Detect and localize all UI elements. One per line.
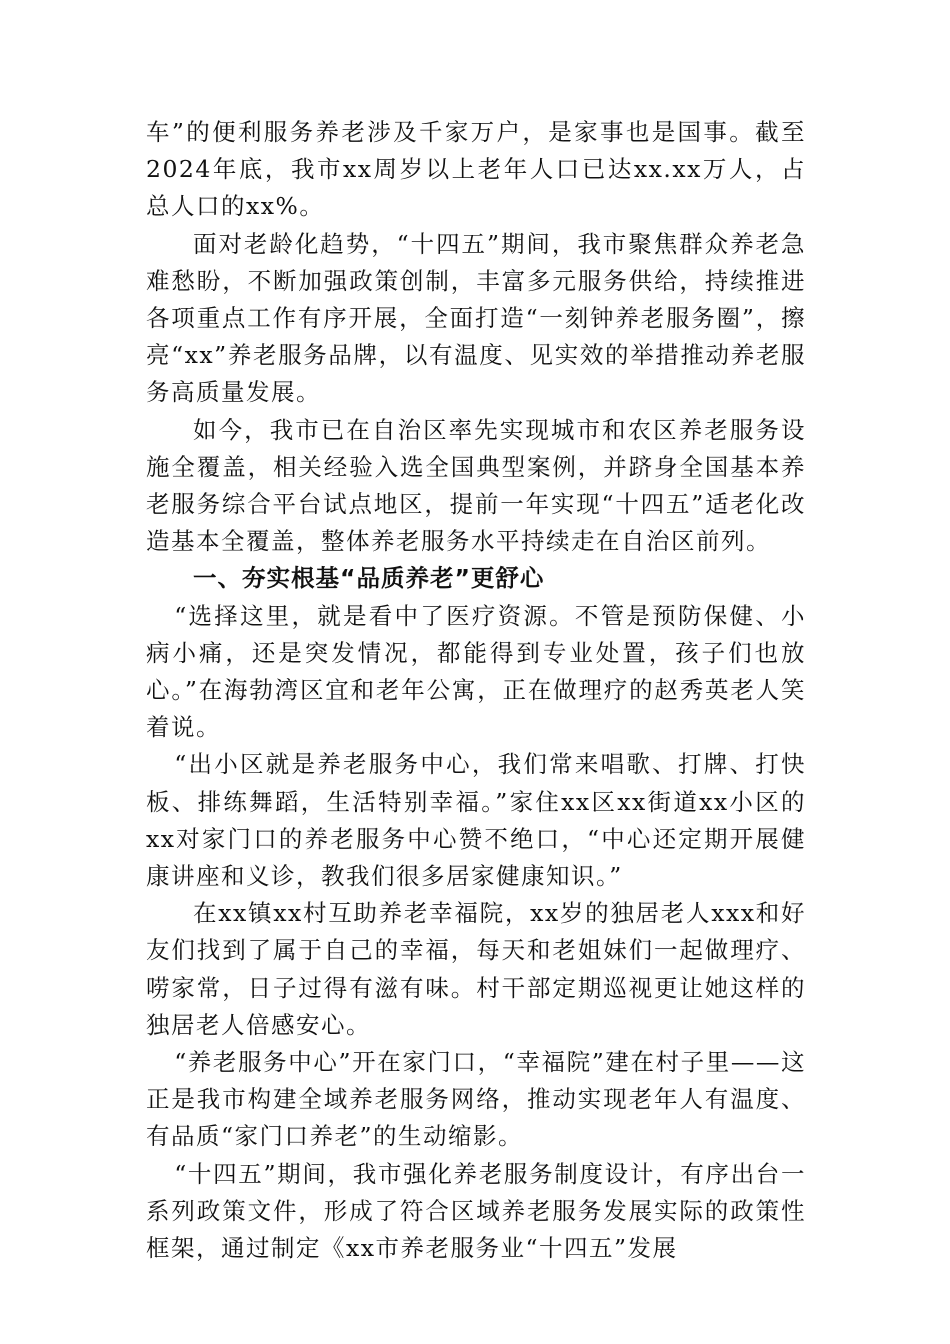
paragraph-village-home: 在xx镇xx村互助养老幸福院，xx岁的独居老人xxx和好友们找到了属于自己的幸福，每天和老姐妹们一起做理疗、唠家常，日子过得有滋有味。村干部定期巡视更让她这样的独居老人倍感安心。 [146,899,806,1039]
paragraph-continuation: 车”的便利服务养老涉及千家万户，是家事也是国事。截至2024年底，我市xx周岁以上老年人口已达xx.xx万人，占总人口的xx%。 [146,118,806,221]
paragraph-network-summary: “养老服务中心”开在家门口，“幸福院”建在村子里——这正是我市构建全域养老服务网络，推动实现老年人有温度、有品质“家门口养老”的生动缩影。 [146,1048,806,1151]
paragraph-achievements: 如今，我市已在自治区率先实现城市和农区养老服务设施全覆盖，相关经验入选全国典型案例，并跻身全国基本养老服务综合平台试点地区，提前一年实现“十四五”适老化改造基本全覆盖，整体养老服务水平持续走在自治区前列。 [146,415,806,556]
paragraph-quote-community: “出小区就是养老服务中心，我们常来唱歌、打牌、打快板、排练舞蹈，生活特别幸福。”家住xx区xx街道xx小区的xx对家门口的养老服务中心赞不绝口，“中心还定期开展健康讲座和义诊，教我们很多居家健康知识。” [146,750,806,891]
document-body [146,114,806,1267]
section-heading-1: 一、夯实根基“品质养老”更舒心 [193,564,545,593]
paragraph-aging-trend: 面对老龄化趋势，“十四五”期间，我市聚焦群众养老急难愁盼，不断加强政策创制，丰富多元服务供给，持续推进各项重点工作有序开展，全面打造“一刻钟养老服务圈”，擦亮“xx”养老服务品牌，以有温度、见实效的举措推动养老服务高质量发展。 [146,229,806,407]
paragraph-quote-medical: “选择这里，就是看中了医疗资源。不管是预防保健、小病小痛，还是突发情况，都能得到专业处置，孩子们也放心。”在海勃湾区宜和老年公寓，正在做理疗的赵秀英老人笑着说。 [146,601,806,742]
paragraph-policy-framework: “十四五”期间，我市强化养老服务制度设计，有序出台一系列政策文件，形成了符合区域养老服务发展实际的政策性框架，通过制定《xx市养老服务业“十四五”发展 [146,1159,806,1263]
